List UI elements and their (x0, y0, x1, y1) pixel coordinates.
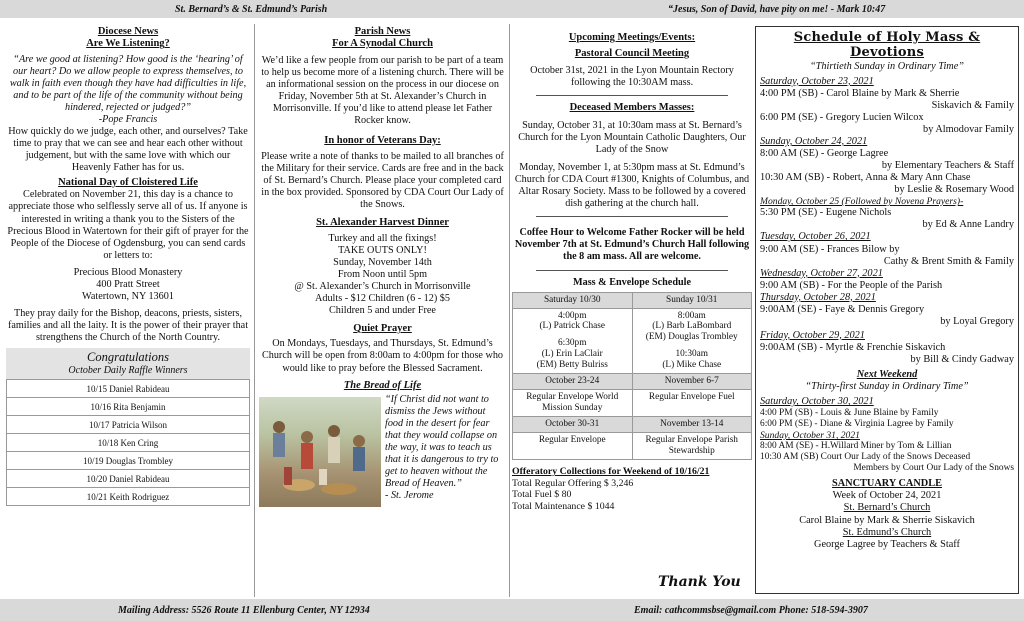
minister: (EM) Betty Bulriss (536, 360, 608, 371)
address-line: Watertown, NY 13601 (82, 290, 174, 302)
mass-entry: by Ed & Anne Landry (922, 219, 1014, 231)
minister: (L) Mike Chase (662, 360, 722, 371)
mass-entry: 4:00 PM (SB) - Carol Blaine by Mark & Sherrie (760, 87, 960, 99)
column-divider (509, 24, 510, 597)
raffle-row: 10/16 Rita Benjamin (7, 398, 250, 416)
envelope-date: November 13-14 (632, 417, 752, 433)
mass-entry: 9:00 AM (SE) - Frances Bilow by (760, 243, 900, 255)
mass-entry: 10:30 AM (SB) Court Our Lady of the Snows Deceased (760, 452, 971, 463)
judge-paragraph: How quickly do we judge, each other, and ourselves? Take time to pray that we can see and hear each other without judgement, but with the same love with which our Heavenly Father has for us. (8, 125, 248, 174)
bread-of-life-quote: “If Christ did not want to dismiss the Jews without food in the desert for fear that they would collapse on the way, it was to teach us that it is dangerous to try to get to heaven without the Bread of Heaven.” (385, 393, 499, 490)
mass-date: Thursday, October 28, 2021 (760, 291, 876, 303)
candle-dedication: George Lagree by Teachers & Staff (814, 538, 960, 550)
harvest-line: Adults - $12 Children (6 - 12) $5 (315, 293, 450, 304)
bread-of-life-title: The Bread of Life (343, 379, 422, 391)
candle-church: St. Bernard’s Church (843, 502, 931, 514)
saturday-ministers (513, 308, 633, 374)
minister: (L) Erin LaClair (541, 349, 603, 360)
diocese-news-title: Diocese News (97, 26, 159, 37)
mass-entry: 8:00 AM (SE) - George Lagree (760, 147, 889, 159)
envelope-note: Regular Envelope Parish Stewardship (632, 433, 752, 460)
candle-dedication: Carol Blaine by Mark & Sherrie Siskavich (799, 514, 975, 526)
harvest-line: Sunday, November 14th (333, 256, 432, 268)
quiet-prayer-title: Quiet Prayer (353, 323, 412, 335)
synodal-text: We’d like a few people from our parish to be part of a team to help us become more of a listening church. There will be an informational session on the process in our diocese on Friday, November 5th at St. Alexander’s Church in Morrisonville. If you’d like to attend please let Father Rocker know. (261, 54, 504, 126)
envelope-note: Regular Envelope Fuel (632, 390, 752, 417)
harvest-title: St. Alexander Harvest Dinner (316, 217, 449, 229)
mass-date: Tuesday, October 26, 2021 (760, 231, 871, 243)
raffle-title: Congratulations (87, 349, 169, 364)
contact-info: Email: cathcommsbse@gmail.com Phone: 518-594-3907 (634, 604, 868, 616)
coffee-hour-text: Coffee Hour to Welcome Father Rocker will be held November 7th at St. Edmund’s Church Hall following the 8 am mass. All are welcome. (514, 227, 750, 263)
candle-church: St. Edmund’s Church (842, 526, 932, 538)
diocese-news-column (6, 26, 250, 596)
cloistered-life-title: National Day of Cloistered Life (58, 177, 198, 189)
offertory-line: Total Regular Offering $ 3,246 (512, 477, 634, 489)
mass-entry: 9:00AM (SB) - Myrtle & Frenchie Siskavich (760, 341, 946, 353)
minister: (EM) Douglas Trombley (645, 332, 738, 343)
harvest-line: From Noon until 5pm (337, 268, 428, 280)
header-bar (0, 0, 1024, 18)
mass-entry: by Leslie & Rosemary Wood (894, 184, 1014, 196)
sanctuary-candle-title: SANCTUARY CANDLE (832, 478, 942, 490)
time: 6:30pm (558, 338, 587, 349)
mass-entry: 6:00 PM (SE) - Gregory Lucien Wilcox (760, 111, 924, 123)
listening-title: Are We Listening? (86, 38, 170, 50)
raffle-row: 10/17 Patricia Wilson (7, 416, 250, 434)
time: 8:00am (677, 310, 706, 321)
raffle-row: 10/18 Ken Cring (7, 434, 250, 452)
mass-entry: Siskavich & Family (931, 99, 1014, 111)
harvest-line: TAKE OUTS ONLY! (338, 244, 427, 256)
mailing-address: Mailing Address: 5526 Route 11 Ellenburg Center, NY 12934 (118, 604, 370, 616)
mass-entry: 9:00 AM (SB) - For the People of the Parish (760, 279, 943, 291)
mass-entry: by Bill & Cindy Gadway (910, 353, 1014, 365)
mass-entry: by Elementary Teachers & Staff (881, 160, 1014, 172)
mass-date: Sunday, October 24, 2021 (760, 135, 868, 147)
mass-entry: 9:00AM (SE) - Faye & Dennis Gregory (760, 303, 925, 315)
column-divider (254, 24, 255, 597)
offertory-title: Offeratory Collections for Weekend of 10/16/21 (512, 466, 710, 478)
raffle-row: 10/20 Daniel Rabideau (7, 470, 250, 488)
next-weekend-subtitle: “Thirty-first Sunday in Ordinary Time” (805, 381, 969, 393)
parish-name: St. Bernard’s & St. Edmund’s Parish (175, 3, 328, 15)
divider (536, 216, 728, 217)
sunday-ministers (632, 308, 752, 374)
mass-date: Wednesday, October 27, 2021 (760, 267, 883, 279)
mass-entry: 4:00 PM (SB) - Louis & June Blaine by Family (760, 408, 939, 419)
sunday-header: Sunday 10/31 (632, 292, 752, 308)
loaves-painting-image (259, 397, 381, 507)
harvest-line: Turkey and all the fixings! (328, 232, 437, 244)
pope-attribution: -Pope Francis (98, 113, 158, 125)
footer-bar (0, 599, 1024, 621)
harvest-details (259, 233, 506, 317)
raffle-table (6, 379, 250, 506)
week-subtitle: “Thirtieth Sunday in Ordinary Time” (809, 60, 965, 72)
raffle-row: 10/19 Douglas Trombley (7, 452, 250, 470)
deceased-mass-1: Sunday, October 31, at 10:30am mass at St. Bernard’s Church for the Lyon Mountain Catholic Daughters, Our Lady of the Snow (518, 120, 746, 156)
mass-date: Friday, October 29, 2021 (760, 329, 865, 341)
raffle-row: 10/21 Keith Rodriguez (7, 488, 250, 506)
mass-entry: 5:30 PM (SE) - Eugene Nichols (760, 207, 892, 219)
meetings-title: Upcoming Meetings/Events: (568, 32, 696, 43)
envelope-date: November 6-7 (632, 374, 752, 390)
raffle-box (6, 348, 250, 507)
envelope-note: Regular Envelope (513, 433, 633, 460)
raffle-row: 10/15 Daniel Rabideau (7, 380, 250, 398)
mass-date: Sunday, October 31, 2021 (760, 430, 860, 442)
mass-schedule-box (755, 26, 1019, 594)
mass-entry: Members by Court Our Lady of the Snows (853, 463, 1014, 474)
veterans-title: In honor of Veterans Day: (324, 134, 441, 146)
parish-news-title: Parish News (354, 26, 411, 37)
quiet-prayer-text: On Mondays, Tuesdays, and Thursdays, St. Edmund’s Church will be open from 8:00am to 4:00pm for those who would like to pray before the Blessed Sacrament. (261, 338, 504, 374)
divider (536, 95, 728, 96)
cloistered-life-text: Celebrated on November 21, this day is a chance to appreciate those who selflessly serve all of us. If anyone is interested in writing a thank you to the Sisters of the Precious Blood in Watertown for their gift of prayer for the People of the Diocese of Ogdensburg, you can send cards or letters to: (7, 189, 249, 261)
mass-date: Monday, October 25 (Followed by Novena Prayers)- (760, 196, 964, 208)
minister: (L) Patrick Chase (539, 321, 606, 332)
mass-schedule-title: Schedule of Holy Mass & Devotions (793, 30, 981, 61)
address-line: 400 Pratt Street (96, 278, 160, 290)
address-line: Precious Blood Monastery (73, 266, 183, 278)
harvest-line: @ St. Alexander’s Church in Morrisonville (294, 280, 471, 292)
time: 10:30am (675, 349, 709, 360)
offertory-line: Total Maintenance $ 1044 (512, 500, 615, 512)
mass-entry: 10:30 AM (SB) - Robert, Anna & Mary Ann Chase (760, 172, 971, 184)
events-column (512, 26, 752, 596)
schedule-title: Mass & Envelope Schedule (572, 276, 691, 288)
bread-of-life-attribution: - St. Jerome (385, 490, 434, 502)
council-title: Pastoral Council Meeting (574, 48, 690, 60)
pope-quote: “Are we good at listening? How good is the ‘hearing’ of our heart? Do we allow people to express themselves, to walk in faith even though they have had difficulties in life, and to be part of the life of the community without being hindered, rejected or judged?” (9, 53, 247, 113)
parish-news-column (259, 26, 506, 596)
veterans-text: Please write a note of thanks to be mailed to all branches of the Military for their service. Cards are free and in the back of St. Bernard’s Church. Please place your completed card in the box provided. Sponsored by CDA Court Our Lady of the Snows. (261, 151, 504, 211)
mass-entry: 6:00 PM (SE) - Diane & Virginia Lagree by Family (760, 419, 954, 430)
thank-you-script: Thank You (658, 574, 741, 590)
divider (536, 270, 728, 271)
saturday-header: Saturday 10/30 (513, 292, 633, 308)
envelope-note: Regular Envelope World Mission Sunday (513, 390, 633, 417)
envelope-date: October 23-24 (513, 374, 633, 390)
time: 4:00pm (558, 310, 587, 321)
council-text: October 31st, 2021 in the Lyon Mountain Rectory following the 10:30AM mass. (530, 64, 734, 88)
candle-week: Week of October 24, 2021 (832, 490, 942, 502)
mass-envelope-table (512, 292, 752, 461)
deceased-mass-2: Monday, November 1, at 5:30pm mass at St. Edmund’s Church for CDA Court #1300, Knights of Columbus, and Altar Rosary Society. Mass to be followed by a covered dish gathering at the church hall. (514, 162, 750, 210)
synodal-title: For A Synodal Church (332, 38, 433, 50)
mass-date: Saturday, October 23, 2021 (760, 75, 874, 87)
mass-entry: Cathy & Brent Smith & Family (883, 255, 1014, 267)
envelope-date: October 30-31 (513, 417, 633, 433)
scripture-quote: “Jesus, Son of David, have pity on me! - Mark 10:47 (668, 3, 886, 15)
next-weekend-title: Next Weekend (856, 369, 918, 380)
mass-entry: 8:00 AM (SE) - H.Willard Miner by Tom & Lillian (760, 441, 952, 452)
prayer-paragraph: They pray daily for the Bishop, deacons, priests, sisters, families and all the laity. It is the power of their prayer that strengthens the Church of the North Country. (7, 307, 249, 343)
mass-entry: by Almodovar Family (923, 123, 1014, 135)
harvest-line: Children 5 and under Free (329, 305, 436, 317)
minister: (L) Barb LaBombard (652, 321, 732, 332)
mass-date: Saturday, October 30, 2021 (760, 396, 874, 408)
deceased-title: Deceased Members Masses: (569, 101, 695, 113)
raffle-subtitle: October Daily Raffle Winners (68, 364, 188, 376)
offertory-line: Total Fuel $ 80 (512, 489, 572, 501)
mass-entry: by Loyal Gregory (940, 315, 1014, 327)
